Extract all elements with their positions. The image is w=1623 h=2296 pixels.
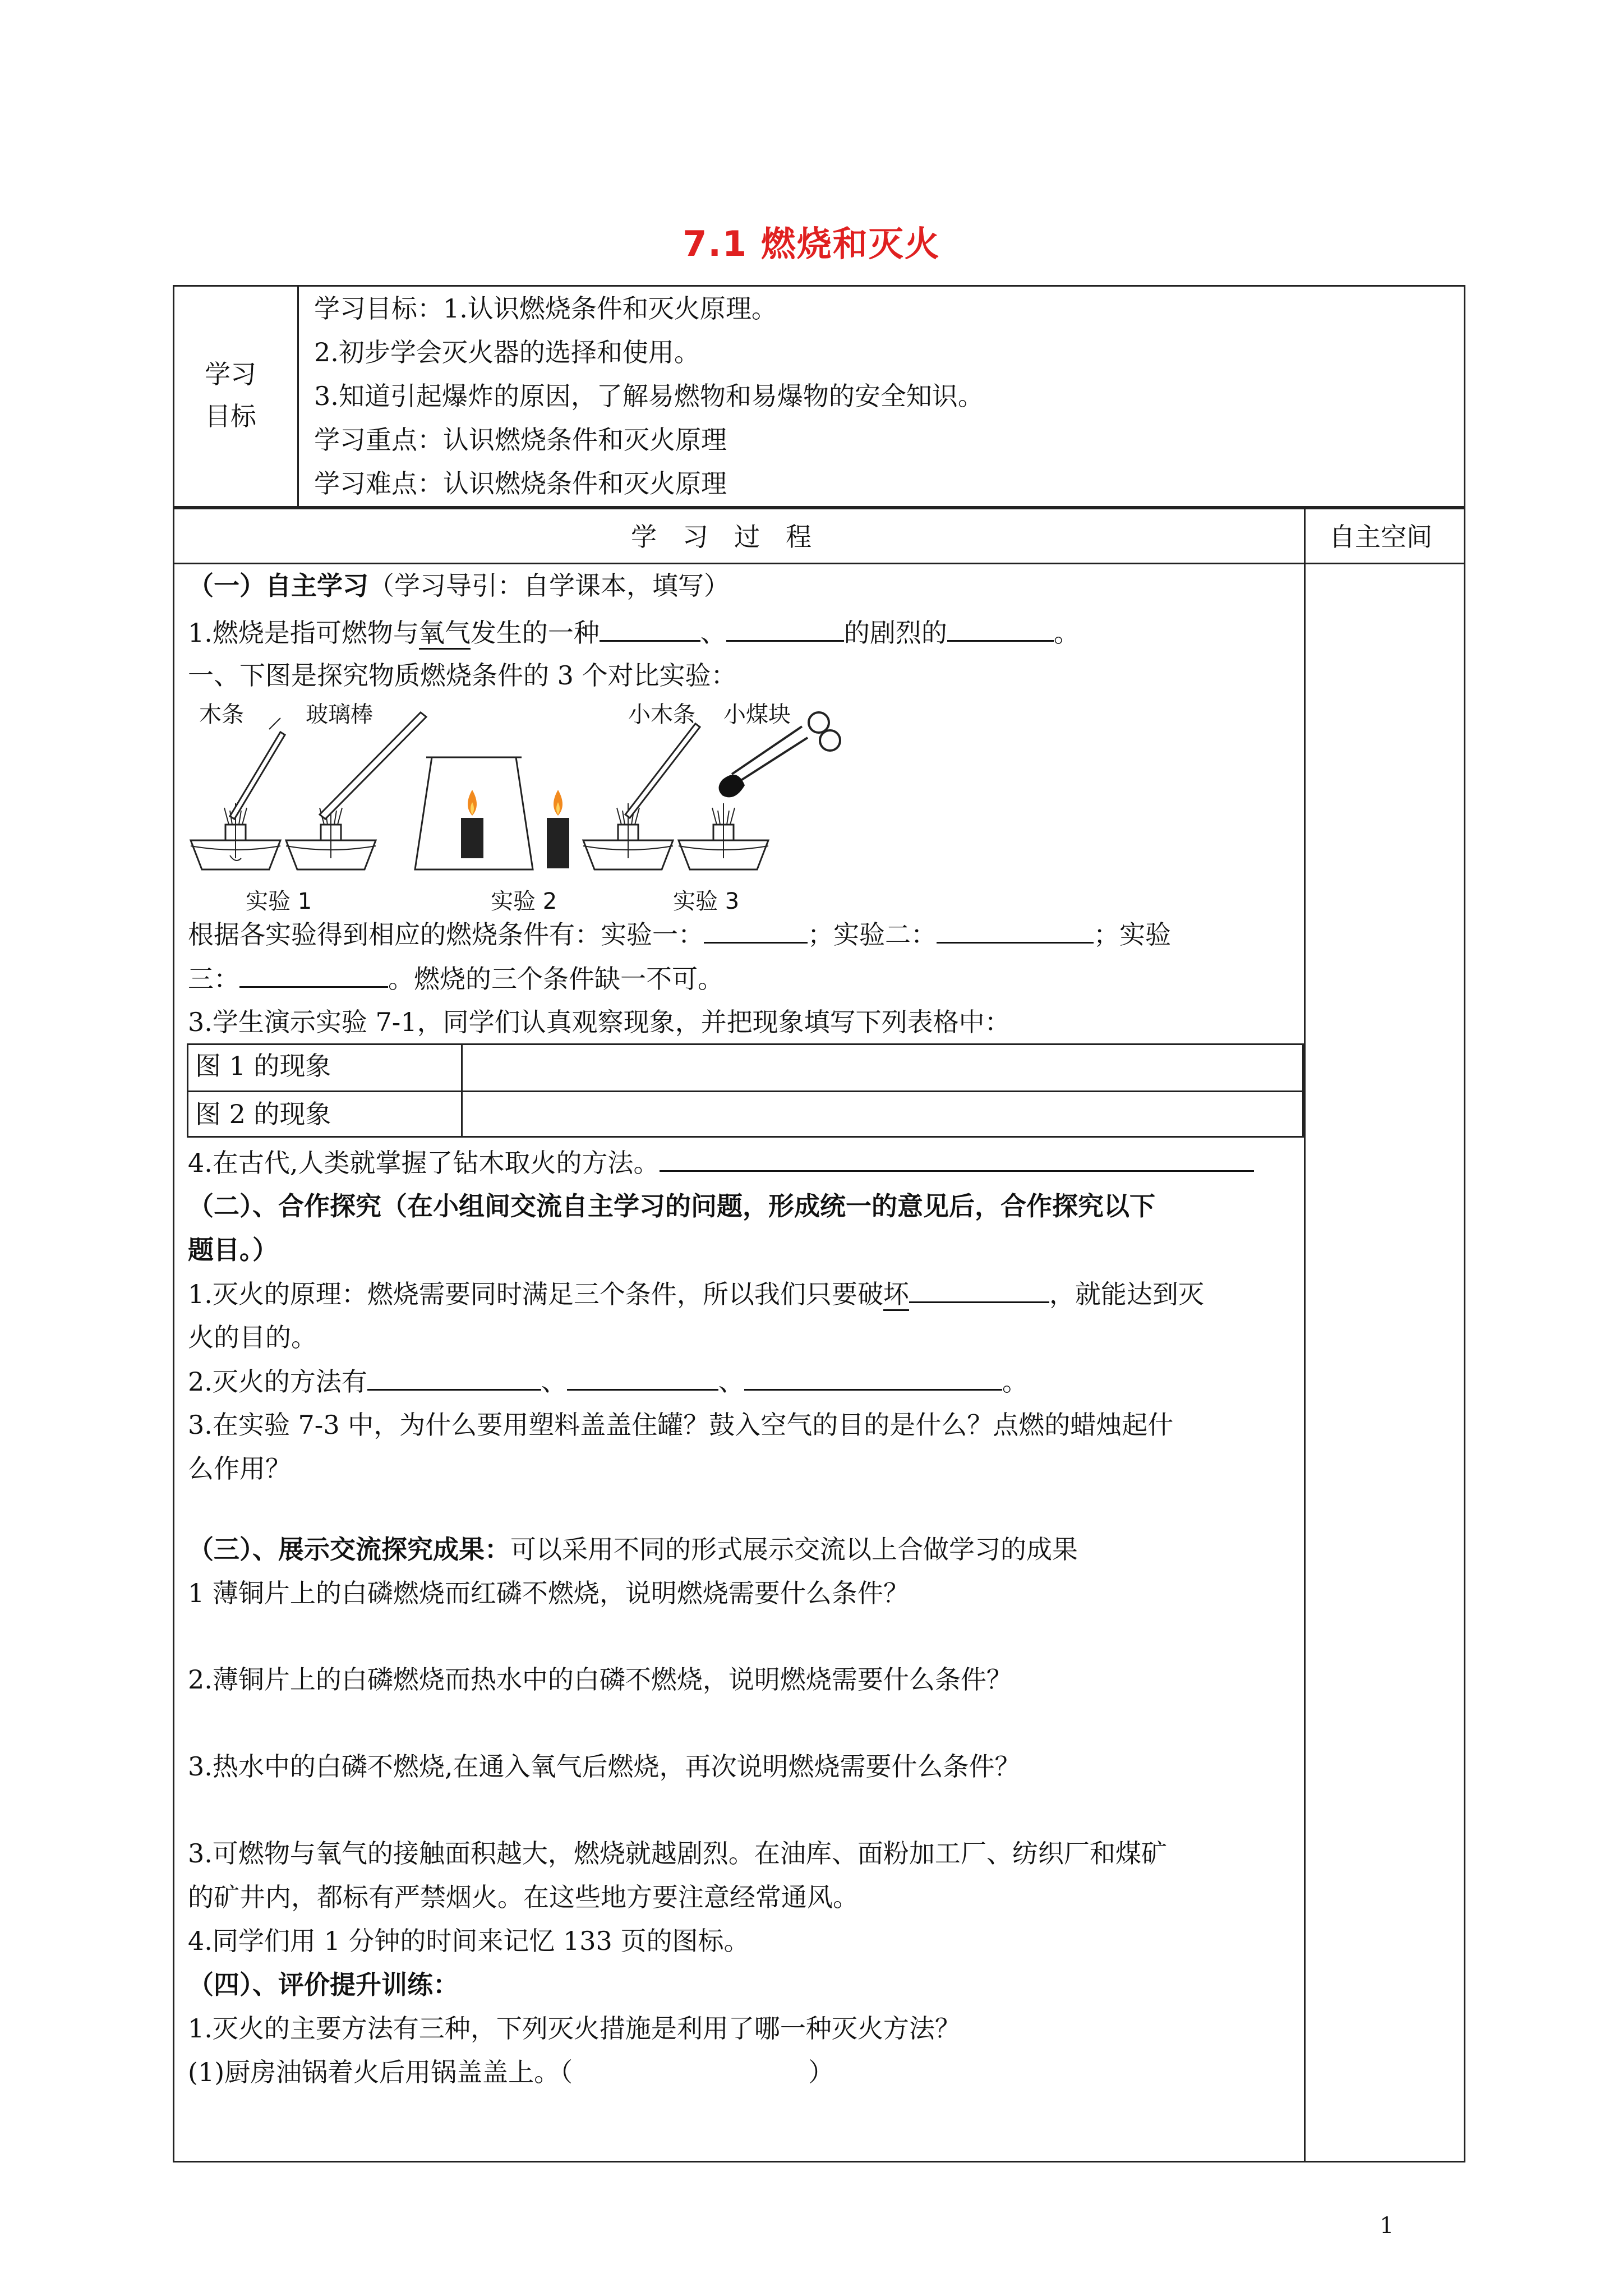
conditions-line-1 — [188, 916, 1171, 953]
candle-covered-icon — [461, 790, 483, 858]
section1-heading-rest: （学习导引：自学课本，填写） — [368, 570, 730, 601]
small-wood-icon — [625, 724, 700, 818]
item1-text-b: ） — [808, 2057, 834, 2087]
q1-text-b: 发生的一种 — [470, 618, 600, 648]
q1-blank-3[interactable] — [947, 614, 1054, 642]
method-blank-1[interactable] — [367, 1363, 541, 1391]
objectives-label-1: 学习 — [205, 359, 256, 389]
process-header: 学 习 过 程 — [631, 522, 811, 552]
phenomenon-row-1-label: 图 1 的现象 — [195, 1051, 331, 1081]
cond-text-e: 。燃烧的三个条件缺一不可。 — [388, 964, 723, 994]
section3-line-3: 3.热水中的白磷不燃烧,在通入氧气后燃烧，再次说明燃烧需要什么条件？ — [188, 1751, 1021, 1782]
side-header: 自主空间 — [1329, 522, 1432, 552]
cond-text-d: 三： — [188, 964, 239, 994]
label-small-wood: 小木条 — [628, 702, 695, 728]
label-wood-stick: 木条 — [199, 702, 244, 728]
section1-heading-bold: （一）自主学习 — [188, 570, 368, 601]
q1-text-d: 的剧烈的 — [843, 618, 947, 648]
principle-line-2: 火的目的。 — [188, 1322, 317, 1352]
principle-text-c: ，就能达到灭 — [1049, 1279, 1204, 1309]
cond-blank-exp1[interactable] — [704, 916, 808, 944]
q1-text-c: 、 — [700, 618, 726, 648]
section4-heading: （四）、评价提升训练： — [188, 1970, 459, 2000]
cond-text-b: ；实验二： — [808, 919, 937, 950]
q1-blank-1[interactable] — [600, 614, 700, 642]
question-1 — [188, 614, 1080, 651]
q4-text: 4.在古代,人类就掌握了钻木取火的方法。 — [188, 1148, 660, 1178]
section4-item-1 — [188, 2054, 834, 2090]
phenomenon-row-2-answer[interactable] — [463, 1093, 1302, 1137]
label-experiment-3: 实验 3 — [673, 889, 740, 914]
principle-line-1 — [188, 1276, 1204, 1312]
objective-line-1: 学习目标：1.认识燃烧条件和灭火原理。 — [314, 293, 777, 324]
conditions-line-2 — [188, 960, 723, 997]
difficult-point-line: 学习难点：认识燃烧条件和灭火原理 — [314, 468, 727, 499]
section3-line-4: 3.可燃物与氧气的接触面积越大，燃烧就越剧烈。在油库、面粉加工厂、纺织厂和煤矿 — [188, 1838, 1167, 1869]
method-blank-3[interactable] — [744, 1363, 1002, 1391]
phenomenon-col-divider — [461, 1043, 463, 1138]
phenomenon-row-divider — [187, 1091, 1304, 1092]
principle-text-a: 1.灭火的原理：燃烧需要同时满足三个条件，所以我们只要破 — [188, 1279, 883, 1309]
methods-line — [188, 1363, 1028, 1400]
methods-text-a: 2.灭火的方法有 — [188, 1366, 367, 1397]
section3-line-1: 1 薄铜片上的白磷燃烧而红磷不燃烧，说明燃烧需要什么条件？ — [188, 1578, 909, 1608]
section2-heading-1: （二）、合作探究（在小组间交流自主学习的问题，形成统一的意见后，合作探究以下 — [188, 1191, 1155, 1221]
cond-text-c: ；实验 — [1094, 919, 1171, 950]
page-number: 1 — [1380, 2213, 1394, 2239]
process-header-divider — [173, 563, 1465, 564]
principle-text-b: 坏 — [883, 1279, 909, 1311]
tongs-with-coal-icon — [719, 712, 841, 797]
label-glass-rod: 玻璃棒 — [306, 702, 373, 728]
objective-line-3: 3.知道引起爆炸的原因，了解易燃物和易爆物的安全知识。 — [314, 381, 984, 411]
figure-intro: 一、下图是探究物质燃烧条件的 3 个对比实验： — [188, 660, 737, 691]
wood-stick-icon — [230, 718, 285, 819]
section3-heading-bold: （三）、展示交流探究成果： — [188, 1534, 510, 1565]
section3-heading — [188, 1531, 1078, 1567]
experiment-question-1: 3.在实验 7-3 中，为什么要用塑料盖盖住罐？鼓入空气的目的是什么？点燃的蜡烛起什 — [188, 1410, 1174, 1440]
q1-oxygen: 氧气 — [419, 618, 471, 650]
key-point-line: 学习重点：认识燃烧条件和灭火原理 — [314, 425, 727, 455]
page-title: 7.1 燃烧和灭火 — [683, 223, 940, 264]
glass-rod-icon — [320, 712, 426, 819]
methods-text-b: 、 — [541, 1366, 567, 1397]
alcohol-lamp-4-icon — [679, 803, 768, 869]
method-blank-2[interactable] — [567, 1363, 718, 1391]
q1-blank-2[interactable] — [726, 614, 844, 642]
methods-text-d: 。 — [1002, 1366, 1028, 1397]
q1-text-e: 。 — [1053, 618, 1080, 648]
section1-heading — [188, 568, 730, 604]
section3-heading-rest: 可以采用不同的形式展示交流以上合做学习的成果 — [510, 1534, 1078, 1565]
cond-blank-exp2[interactable] — [937, 916, 1094, 944]
cond-text-a: 根据各实验得到相应的燃烧条件有：实验一： — [188, 919, 704, 950]
label-small-coal: 小煤块 — [723, 702, 791, 728]
label-experiment-2: 实验 2 — [491, 889, 557, 914]
question-4 — [188, 1144, 1254, 1181]
experiment-question-2: 么作用？ — [188, 1453, 291, 1484]
question-3: 3.学生演示实验 7-1，同学们认真观察现象，并把现象填写下列表格中： — [188, 1007, 1011, 1037]
objectives-label-2: 目标 — [205, 401, 256, 431]
candle-open-icon — [547, 790, 569, 868]
section2-heading-2: 题目。） — [188, 1235, 278, 1265]
objective-line-2: 2.初步学会灭火器的选择和使用。 — [314, 337, 700, 367]
q4-blank[interactable] — [660, 1144, 1254, 1172]
experiment-figure — [185, 696, 886, 920]
section3-line-6: 4.同学们用 1 分钟的时间来记忆 133 页的图标。 — [188, 1926, 750, 1956]
methods-text-c: 、 — [718, 1366, 744, 1397]
side-column-divider — [1304, 508, 1306, 2162]
section4-question-1: 1.灭火的主要方法有三种，下列灭火措施是利用了哪一种灭火方法？ — [188, 2013, 961, 2044]
principle-blank[interactable] — [909, 1276, 1049, 1303]
cond-blank-exp3[interactable] — [239, 960, 388, 988]
section3-line-5: 的矿井内，都标有严禁烟火。在这些地方要注意经常通风。 — [188, 1882, 859, 1912]
q1-text-a: 1.燃烧是指可燃物与 — [188, 618, 419, 648]
item1-text-a: (1)厨房油锅着火后用锅盖盖上。（ — [188, 2057, 573, 2087]
objectives-divider — [297, 285, 299, 508]
label-experiment-1: 实验 1 — [246, 889, 312, 914]
section3-line-2: 2.薄铜片上的白磷燃烧而热水中的白磷不燃烧，说明燃烧需要什么条件？ — [188, 1664, 1012, 1695]
phenomenon-row-2-label: 图 2 的现象 — [195, 1099, 331, 1129]
phenomenon-row-1-answer[interactable] — [463, 1046, 1302, 1089]
